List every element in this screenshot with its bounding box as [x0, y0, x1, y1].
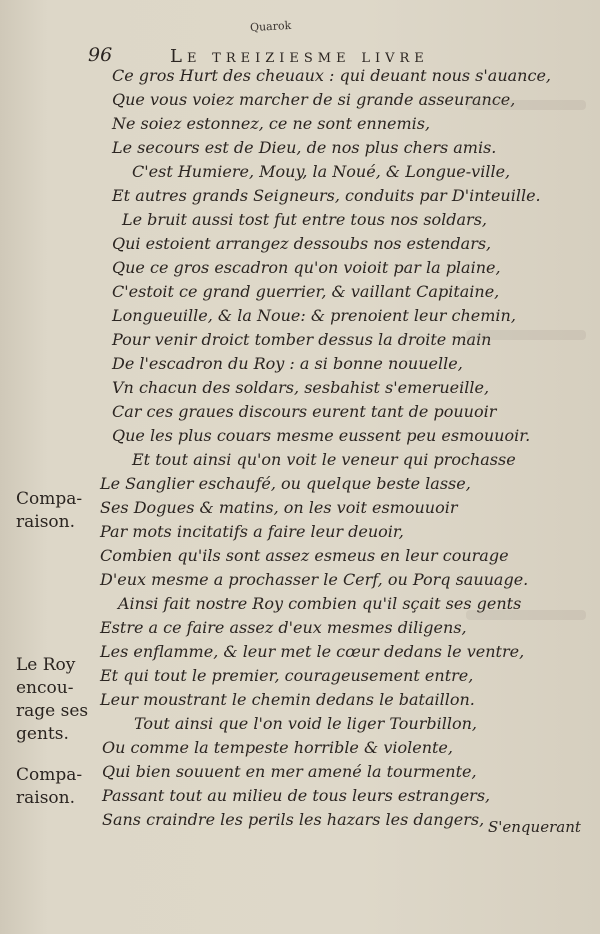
verse-line: Ne soiez estonnez, ce ne sont ennemis, [112, 114, 431, 133]
verse-line: Ainsi fait nostre Roy combien qu'il sçait ses gents [118, 594, 522, 613]
verse-line: Passant tout au milieu de tous leurs estrangers, [102, 786, 491, 805]
verse-line: Ses Dogues & matins, on les voit esmouuoir [100, 498, 458, 517]
verse-line: Qui bien souuent en mer amené la tourmente, [102, 762, 477, 781]
bleed-through-mark [466, 330, 586, 340]
verse-line: Estre a ce faire assez d'eux mesmes diligens, [100, 618, 467, 637]
page-number: 96 [88, 44, 113, 66]
verse-line: Tout ainsi que l'on void le liger Tourbillon, [134, 714, 477, 733]
verse-line: Qui estoient arrangez dessoubs nos estendars, [112, 234, 492, 253]
verse-line: De l'escadron du Roy : a si bonne nouuelle, [112, 354, 463, 373]
verse-line: Le bruit aussi tost fut entre tous nos soldars, [122, 210, 487, 229]
verse-line: Les enflamme, & leur met le cœur dedans le ventre, [100, 642, 525, 661]
verse-line: Ou comme la tempeste horrible & violente, [102, 738, 453, 757]
verse-line: Que les plus couars mesme eussent peu esmouuoir. [112, 426, 531, 445]
verse-line: C'estoit ce grand guerrier, & vaillant Capitaine, [112, 282, 500, 301]
bleed-through-mark [466, 610, 586, 620]
verse-line: Et tout ainsi qu'on voit le veneur qui prochasse [132, 450, 516, 469]
margin-note-comparaison: Comparaison. [16, 489, 83, 532]
verse-line: Leur moustrant le chemin dedans le bataillon. [100, 690, 475, 709]
margin-note-comparaison: Comparaison. [16, 765, 83, 808]
verse-line: Et autres grands Seigneurs, conduits par D'inteuille. [112, 186, 541, 205]
verse-line: Car ces graues discours eurent tant de pouuoir [112, 402, 497, 421]
verse-line: Et qui tout le premier, courageusement entre, [100, 666, 474, 685]
margin-note-roy: Le Roy encourage ses gents. [16, 655, 89, 744]
catchword: S'enquerant [488, 818, 581, 836]
verse-line: Que ce gros escadron qu'on voioit par la plaine, [112, 258, 501, 277]
verse-line: D'eux mesme a prochasser le Cerf, ou Porq sauuage. [100, 570, 529, 589]
bleed-through-mark [466, 100, 586, 110]
ownership-stamp: Quarok [249, 18, 292, 35]
verse-line: Par mots incitatifs a faire leur deuoir, [100, 522, 404, 541]
running-head: Le treiziesme livre [170, 46, 429, 67]
verse-line: Vn chacun des soldars, sesbahist s'emerueille, [112, 378, 490, 397]
verse-line: Combien qu'ils sont assez esmeus en leur courage [100, 546, 509, 565]
verse-line: Sans craindre les perils les hazars les dangers, [102, 810, 485, 829]
verse-line: Le Sanglier eschaufé, ou quelque beste lasse, [100, 474, 471, 493]
verse-line: Que vous voiez marcher de si grande asseurance, [112, 90, 516, 109]
verse-line: Pour venir droict tomber dessus la droite main [112, 330, 492, 349]
verse-line: Longueuille, & la Noue: & prenoient leur chemin, [112, 306, 516, 325]
verse-line: Le secours est de Dieu, de nos plus chers amis. [112, 138, 497, 157]
verse-line: Ce gros Hurt des cheuaux : qui deuant nous s'auance, [112, 66, 551, 85]
verse-line: C'est Humiere, Mouy, la Noué, & Longue-ville, [132, 162, 511, 181]
